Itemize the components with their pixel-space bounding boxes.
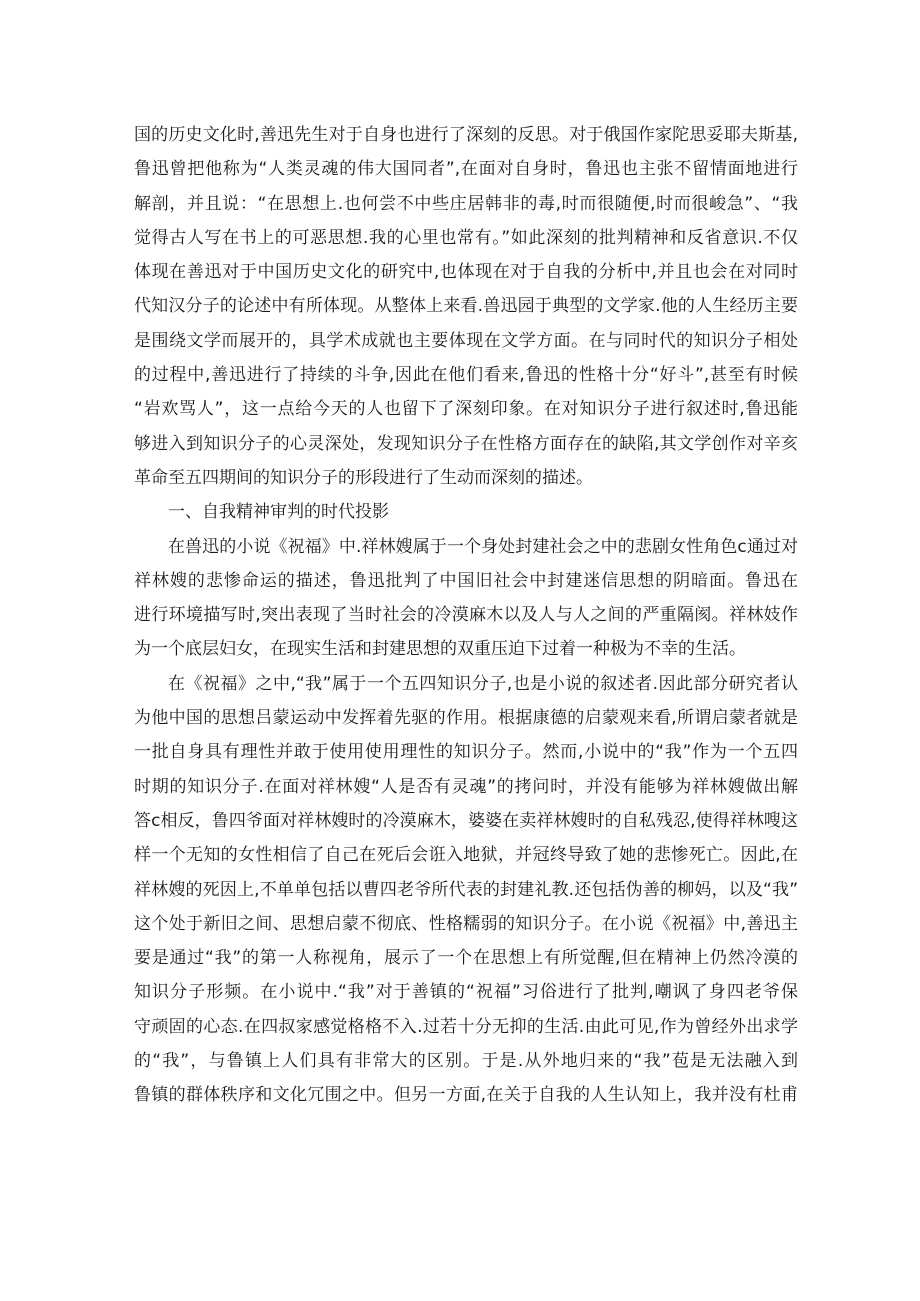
text-line: 知识分子形频。在小说中.“我”对于善镇的“祝福”习俗进行了批判,嘲讽了身四老爷保 xyxy=(134,982,798,1003)
text-line: 祥林嫂的死因上,不单单包括以曹四老爷所代表的封建礼教.还包括伪善的柳妈，以及“我” xyxy=(134,879,798,900)
text-line: 这个处于新旧之间、思想启蒙不彻底、性格糯弱的知识分子。在小说《祝福》中,善迅主 xyxy=(134,913,798,934)
text-line: 为一个底层妇女，在现实生活和封建思想的双重压迫下过着一种极为不幸的生活。 xyxy=(134,639,746,660)
text-line: 国的历史文化时,善迅先生对于自身也进行了深刻的反思。对于俄国作家陀思妥耶夫斯基, xyxy=(134,125,798,145)
text-line: 解剖，并且说：“在思想上.也何尝不中些庄居韩非的毒,时而很随便,时而很峻急”、“我 xyxy=(134,193,798,214)
text-line: 守顽固的心态.在四叔家感觉格格不入.过若十分无抑的生活.由此可见,作为曾经外出求学 xyxy=(134,1016,798,1037)
text-line: 样一个无知的女性相信了自己在死后会诳入地狱，并冠终导致了她的悲惨死亡。因此,在 xyxy=(134,845,798,866)
text-line: 祥林嫂的悲惨命运的描述，鲁迅批判了中国旧社会中封建迷信思想的阴暗面。鲁迅在 xyxy=(134,570,798,591)
body-text xyxy=(134,118,798,1113)
text-line: 革命至五四期间的知识分子的形段进行了生动而深刻的描述。 xyxy=(134,467,593,488)
text-line: 进行环境描写时,突出表现了当时社会的冷漠麻木以及人与人之间的严重隔阂。祥林妓作 xyxy=(134,605,798,626)
text-line: 鲁迅曾把他称为“人类灵魂的伟大国同者”,在面对自身时，鲁迅也主张不留情面地进行 xyxy=(134,159,798,180)
text-line: 够进入到知识分子的心灵深处，发现知识分子在性格方面存在的缺陷,其文学创作对辛亥 xyxy=(134,433,798,454)
text-line: 觉得古人写在书上的可恶思想.我的心里也常有。”如此深刻的批判精神和反省意识.不仅 xyxy=(134,227,798,248)
text-line: 的“我”，与鲁镇上人们具有非常大的区别。于是.从外地归来的“我”苞是无法融入到 xyxy=(134,1051,798,1072)
text-line: “岩欢骂人”，这一点给今天的人也留下了深刻印象。在对知识分子进行叙述时,鲁迅能 xyxy=(134,399,798,420)
section-heading: 一、自我精神审判的时代投影 xyxy=(168,502,389,523)
text-line: 为他中国的思想吕蒙运动中发挥着先驱的作用。根据康德的启蒙观来看,所谓启蒙者就是 xyxy=(134,708,798,729)
text-line: 是围绕文学而展开的，具学术成就也主要体现在文学方面。在与同时代的知识分子相处 xyxy=(134,330,798,351)
text-line: 代知汉分子的论述中有所体现。从整体上来看.兽迅园于典型的文学家.他的人生经历主要 xyxy=(134,296,798,317)
text-line: 在兽迅的小说《祝福》中.祥林嫂属于一个身处封建社会之中的悲剧女性角色c通过对 xyxy=(168,536,798,557)
text-line: 鲁镇的群体秩序和文化冗围之中。但另一方面,在关于自我的人生认知上，我并没有杜甫 xyxy=(134,1085,798,1106)
text-line: 答c相反，鲁四爷面对祥林嫂时的冷漠麻木，婆婆在卖祥林嫂时的自私残忍,使得祥林嗖这 xyxy=(134,810,798,831)
text-line: 在《祝福》之中,“我”属于一个五四知识分子,也是小说的叙述者.因此部分研究者认 xyxy=(168,673,798,694)
text-line: 体现在善迅对于中国历史文化的研究中,也体现在对于自我的分析中,并且也会在对同时 xyxy=(134,262,798,283)
text-line: 一批自身具有理性并敢于使用使用理性的知识分子。然而,小说中的“我”作为一个五四 xyxy=(134,742,798,763)
text-line: 的过程中,善迅进行了持续的斗争,因此在他们看来,鲁迅的性格十分“好斗”,甚至有时候 xyxy=(134,365,798,386)
text-line: 时期的知识分子.在面对祥林嫂“人是否有灵魂”的拷问时，并没有能够为祥林嫂做出解 xyxy=(134,776,798,797)
text-line: 要是通过“我”的第一人称视角，展示了一个在思想上有所觉醒,但在精神上仍然冷漠的 xyxy=(134,948,798,969)
